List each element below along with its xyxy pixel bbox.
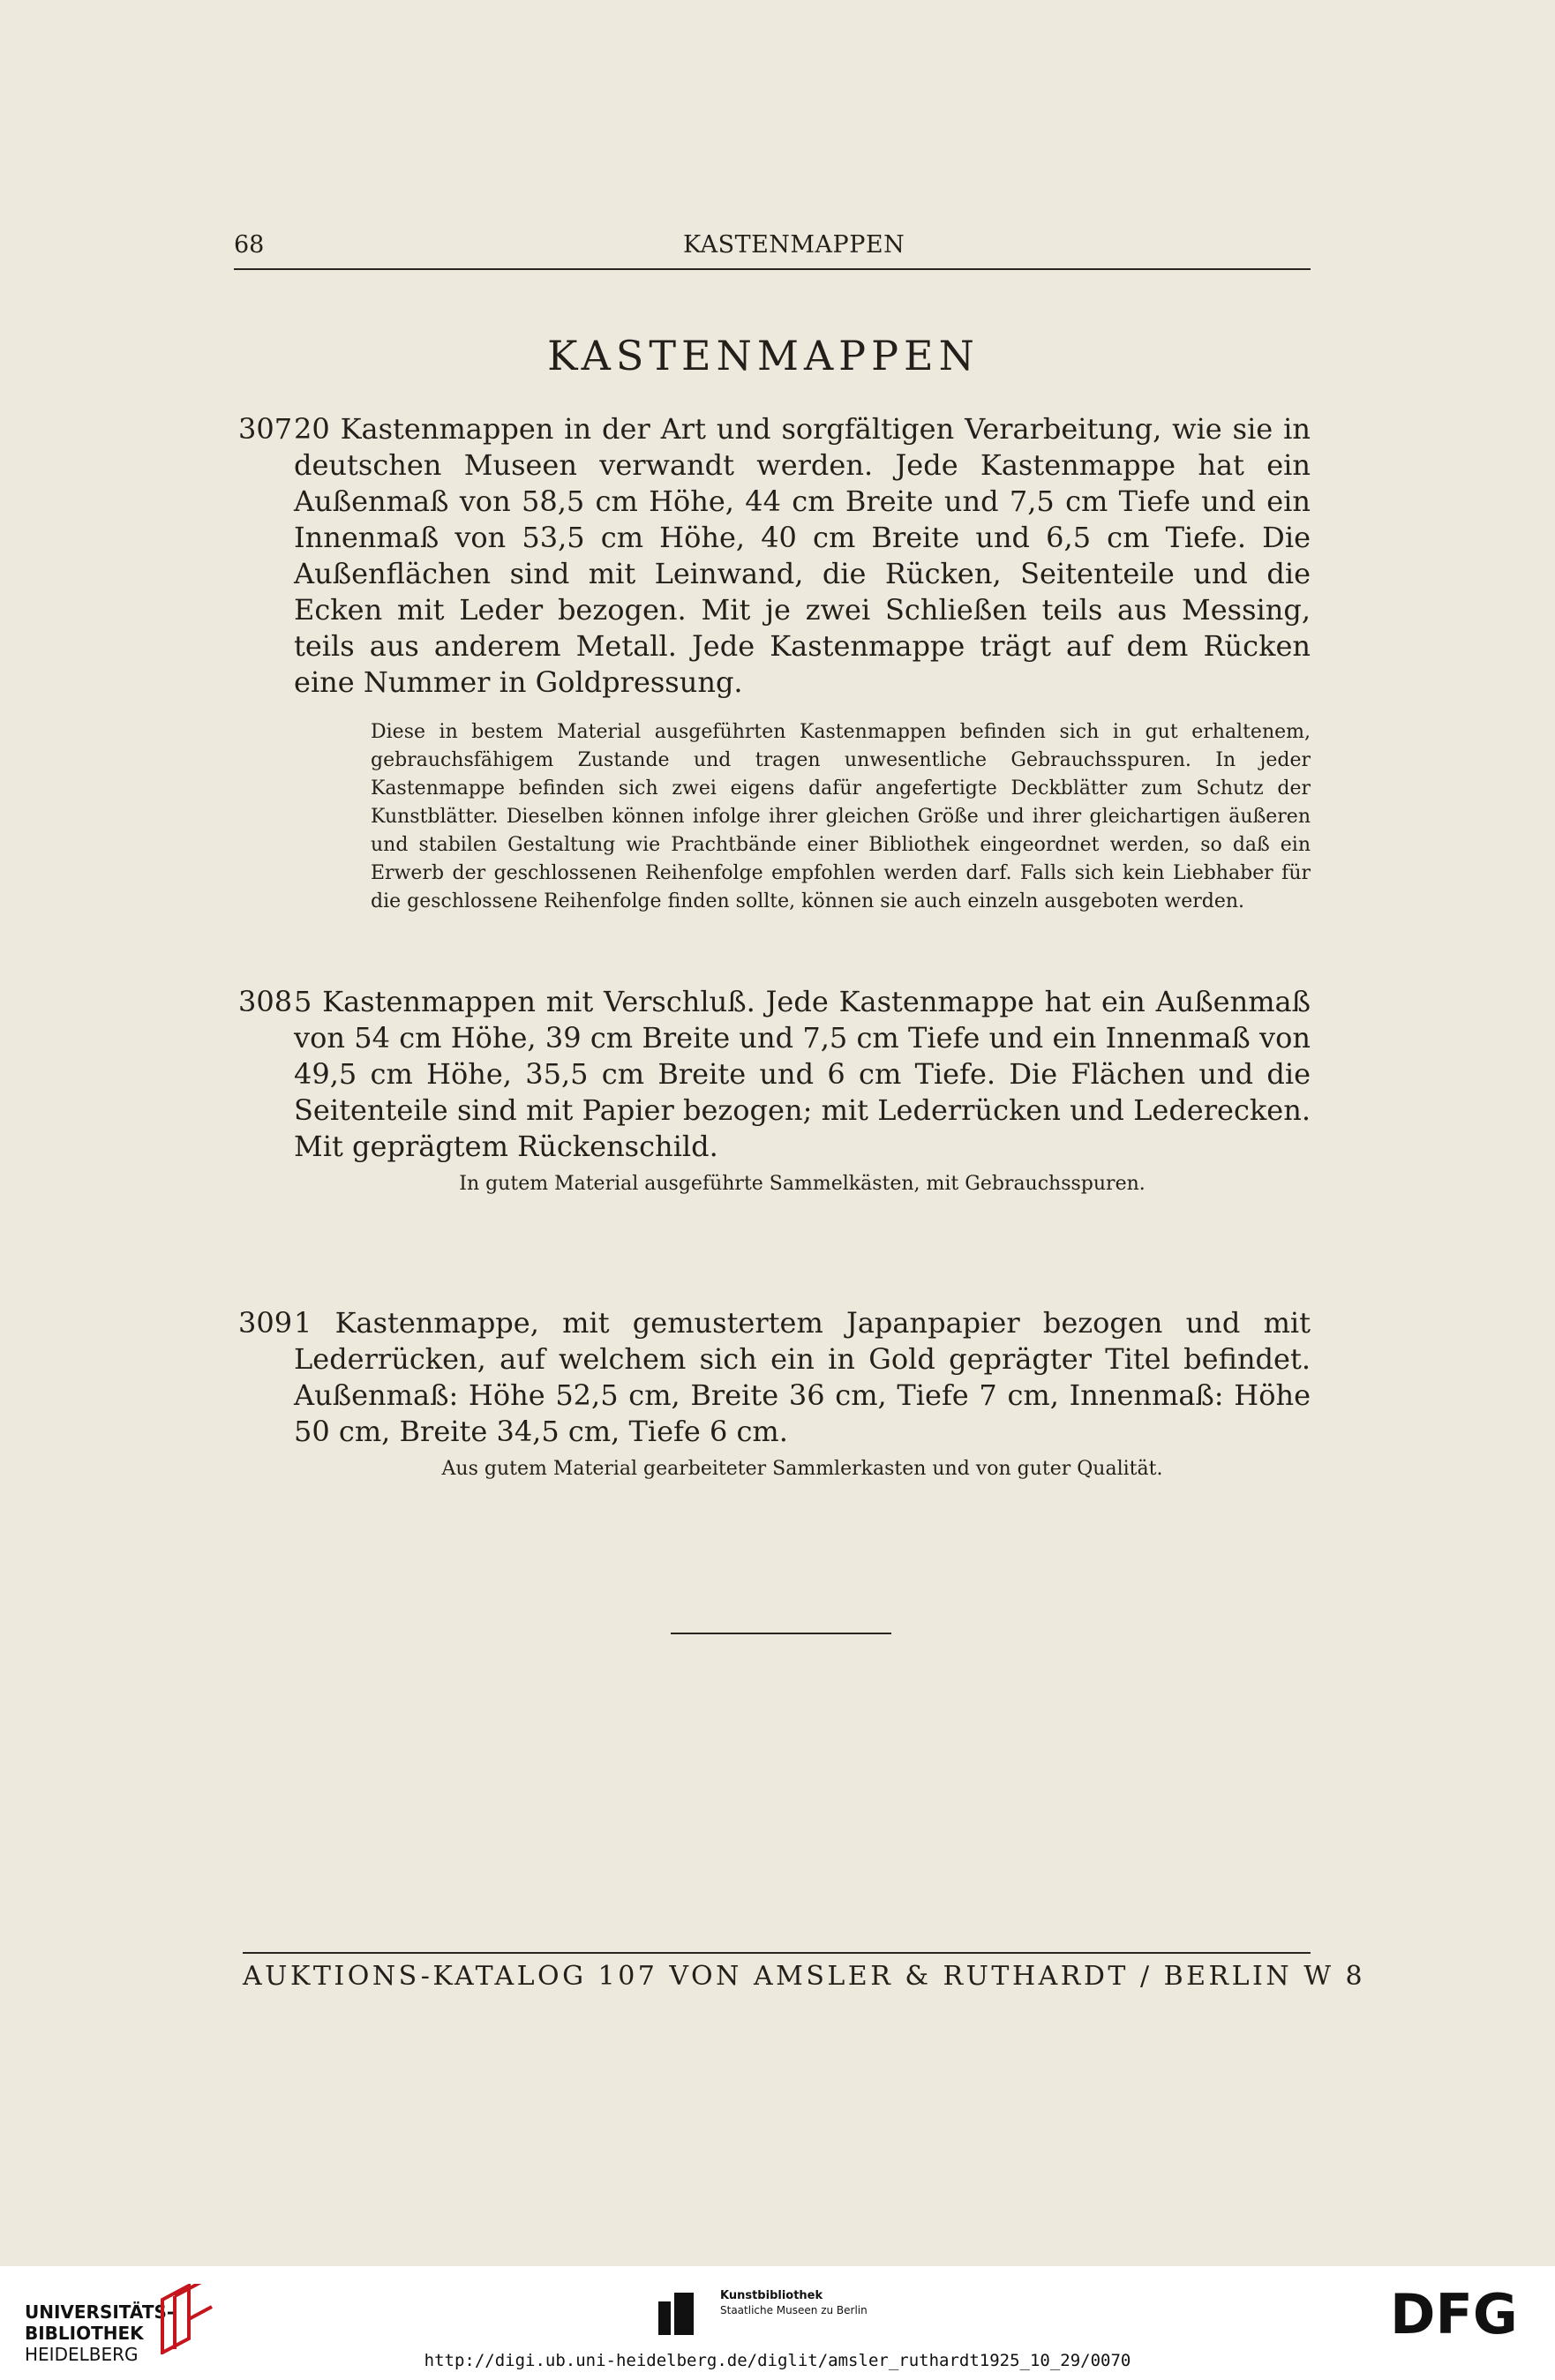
lot-number: 307 bbox=[238, 412, 293, 446]
header-rule bbox=[234, 268, 1311, 270]
library-line-2: BIBLIOTHEK bbox=[25, 2323, 144, 2344]
catalog-footer: AUKTIONS-KATALOG 107 VON AMSLER & RUTHARDT / BERLIN W 8 bbox=[243, 1961, 1366, 1992]
page-number: 68 bbox=[234, 231, 265, 259]
lot-note: Diese in bestem Material ausgeführten Kastenmappen befinden sich in gut erhaltenem, gebrauchsfähigem Zustande und tragen unwesentliche Gebrauchsspuren. In jeder Kastenmappe befinden sich zwei eigens dafür angefertigte Deckblätter zum Schutz der Kunstblätter. Dieselben können infolge ihrer gleichen Größe und ihrer gleichartigen äußeren und stabilen Gestaltung wie Prachtbände einer Bibliothek eingeordnet werden, so daß ein Erwerb der geschlossenen Reihenfolge empfohlen werden darf. Falls sich kein Liebhaber für die geschlossene Reihenfolge finden sollte, können sie auch einzeln ausgeboten werden. bbox=[371, 721, 1311, 912]
kb-subtitle: Staatliche Museen zu Berlin bbox=[720, 2304, 868, 2316]
lot-description: 5 Kastenmappen mit Verschluß. Jede Kastenmappe hat ein Außenmaß von 54 cm Höhe, 39 cm Breite und 7,5 cm Tiefe und ein Innenmaß von 49,5 cm Höhe, 35,5 cm Breite und 6 cm Tiefe. Die Flächen und die Seitenteile sind mit Papier bezogen; mit Lederrücken und Lederecken. Mit geprägtem Rückenschild. bbox=[294, 985, 1311, 1163]
kb-title: Kunstbibliothek bbox=[720, 2289, 823, 2302]
section-end-rule bbox=[671, 1633, 891, 1634]
catalog-page bbox=[216, 0, 1366, 2266]
lot-number: 308 bbox=[238, 985, 293, 1018]
dfg-logo-icon bbox=[1390, 2287, 1531, 2340]
lot-309 bbox=[238, 1305, 1311, 1483]
lot-note: In gutem Material ausgeführte Sammelkästen, mit Gebrauchsspuren. bbox=[459, 1173, 1146, 1195]
library-line-1: UNIVERSITÄTS- bbox=[25, 2301, 175, 2323]
permalink[interactable]: http://digi.ub.uni-heidelberg.de/diglit/amsler_ruthardt1925_10_29/0070 bbox=[424, 2351, 1131, 2370]
page-header bbox=[234, 231, 1311, 267]
section-title: KASTENMAPPEN bbox=[547, 332, 980, 379]
lot-note: Aus gutem Material gearbeiteter Sammlerkasten und von guter Qualität. bbox=[441, 1458, 1163, 1480]
lot-description: 20 Kastenmappen in der Art und sorgfältigen Verarbeitung, wie sie in deutschen Museen verwandt werden. Jede Kastenmappe hat ein Außenmaß von 58,5 cm Höhe, 44 cm Breite und 7,5 cm Tiefe und ein Innenmaß von 53,5 cm Höhe, 40 cm Breite und 6,5 cm Tiefe. Die Außenflächen sind mit Leinwand, die Rücken, Seitenteile und die Ecken mit Leder bezogen. Mit je zwei Schließen teils aus Messing, teils aus anderem Metall. Jede Kastenmappe trägt auf dem Rücken eine Nummer in Goldpressung. bbox=[294, 412, 1311, 699]
ub-heidelberg-logo-icon bbox=[157, 2284, 219, 2354]
running-title: KASTENMAPPEN bbox=[683, 231, 905, 259]
footer-rule bbox=[243, 1952, 1311, 1954]
lot-description: 1 Kastenmappe, mit gemustertem Japanpapier bezogen und mit Lederrücken, auf welchem sich ein in Gold geprägter Titel befindet. Außenmaß: Höhe 52,5 cm, Breite 36 cm, Tiefe 7 cm, Innenmaß: Höhe 50 cm, Breite 34,5 cm, Tiefe 6 cm. bbox=[294, 1306, 1311, 1448]
kunstbibliothek-label bbox=[720, 2288, 868, 2318]
library-line-3: HEIDELBERG bbox=[25, 2344, 139, 2365]
lot-number: 309 bbox=[238, 1306, 293, 1340]
kunstbibliothek-logo-icon bbox=[658, 2293, 695, 2339]
dfg-logo-text: DFG bbox=[1390, 2287, 1518, 2340]
lot-308 bbox=[238, 984, 1311, 1198]
lot-307 bbox=[238, 411, 1311, 916]
